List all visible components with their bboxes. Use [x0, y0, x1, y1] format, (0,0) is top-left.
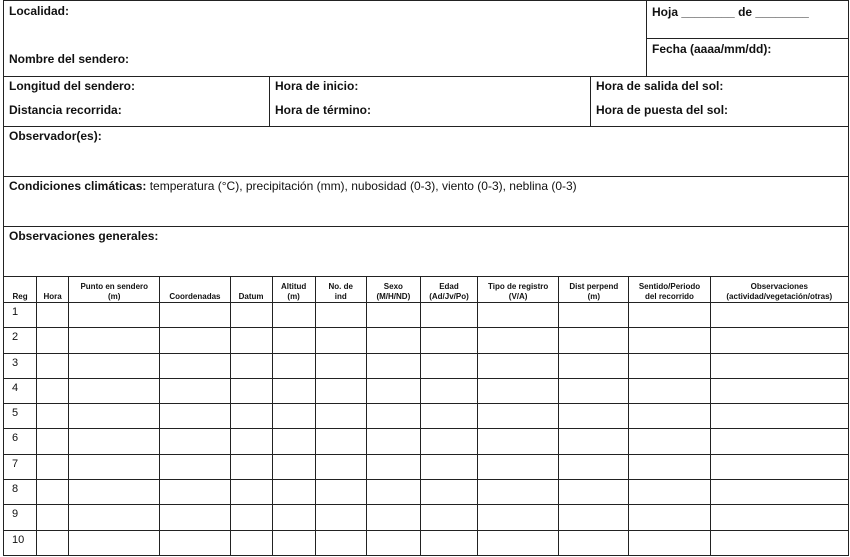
table-cell[interactable] [37, 429, 69, 454]
table-cell[interactable] [478, 505, 559, 530]
table-cell[interactable] [315, 353, 366, 378]
observadores-box[interactable] [3, 126, 849, 177]
table-cell[interactable] [315, 480, 366, 505]
table-row [4, 454, 849, 479]
table-cell[interactable] [69, 378, 160, 403]
table-cell[interactable] [315, 378, 366, 403]
reg-number-cell: 1 [4, 303, 37, 328]
table-cell[interactable] [69, 530, 160, 555]
table-cell[interactable] [710, 353, 848, 378]
records-table [3, 276, 849, 556]
table-cell[interactable] [710, 429, 848, 454]
table-row [4, 378, 849, 403]
table-cell[interactable] [629, 530, 710, 555]
table-cell[interactable] [230, 303, 272, 328]
reg-number-cell: 8 [4, 480, 37, 505]
table-row [4, 429, 849, 454]
col-edad: Edad (Ad/Jv/Po) [420, 277, 477, 303]
reg-number-cell: 4 [4, 378, 37, 403]
table-cell[interactable] [160, 378, 230, 403]
table-header-row [4, 277, 849, 303]
table-cell[interactable] [366, 530, 420, 555]
table-cell[interactable] [315, 505, 366, 530]
table-cell[interactable] [69, 328, 160, 353]
table-cell[interactable] [272, 328, 315, 353]
table-cell[interactable] [315, 303, 366, 328]
condiciones-title: Condiciones climáticas: [9, 179, 147, 193]
table-cell[interactable] [710, 505, 848, 530]
table-cell[interactable] [230, 429, 272, 454]
table-cell[interactable] [366, 404, 420, 429]
table-cell[interactable] [478, 530, 559, 555]
table-cell[interactable] [366, 429, 420, 454]
table-cell[interactable] [160, 429, 230, 454]
reg-number-cell: 6 [4, 429, 37, 454]
table-cell[interactable] [272, 378, 315, 403]
localidad-label: Localidad: [9, 4, 70, 18]
table-row [4, 530, 849, 555]
table-cell[interactable] [160, 530, 230, 555]
table-cell[interactable] [420, 404, 477, 429]
table-cell[interactable] [559, 303, 629, 328]
table-cell[interactable] [366, 328, 420, 353]
table-cell[interactable] [478, 328, 559, 353]
table-cell[interactable] [272, 480, 315, 505]
table-row [4, 353, 849, 378]
table-cell[interactable] [478, 378, 559, 403]
col-dist-perpend: Dist perpend (m) [559, 277, 629, 303]
reg-number-cell: 9 [4, 505, 37, 530]
table-cell[interactable] [420, 353, 477, 378]
table-cell[interactable] [69, 454, 160, 479]
table-cell[interactable] [272, 530, 315, 555]
table-cell[interactable] [366, 353, 420, 378]
table-cell[interactable] [230, 480, 272, 505]
table-cell[interactable] [230, 505, 272, 530]
table-cell[interactable] [272, 353, 315, 378]
table-row [4, 303, 849, 328]
table-cell[interactable] [160, 454, 230, 479]
fecha-label: Fecha (aaaa/mm/dd): [652, 42, 772, 56]
nombre-sendero-label: Nombre del sendero: [9, 52, 130, 66]
table-cell[interactable] [478, 480, 559, 505]
table-cell[interactable] [420, 378, 477, 403]
table-cell[interactable] [160, 303, 230, 328]
table-cell[interactable] [37, 480, 69, 505]
condiciones-label [9, 179, 577, 193]
table-row [4, 404, 849, 429]
table-cell[interactable] [272, 454, 315, 479]
hoja-label: Hoja ________ de ________ [652, 5, 809, 19]
table-cell[interactable] [629, 505, 710, 530]
table-cell[interactable] [420, 303, 477, 328]
table-cell[interactable] [272, 429, 315, 454]
table-cell[interactable] [160, 505, 230, 530]
table-cell[interactable] [478, 303, 559, 328]
table-cell[interactable] [272, 303, 315, 328]
table-row [4, 480, 849, 505]
table-cell[interactable] [69, 404, 160, 429]
condiciones-detail: temperatura (°C), precipitación (mm), nubosidad (0-3), viento (0-3), neblina (0-3) [146, 179, 577, 193]
table-cell[interactable] [69, 480, 160, 505]
reg-number-cell: 5 [4, 404, 37, 429]
table-cell[interactable] [478, 429, 559, 454]
table-cell[interactable] [160, 480, 230, 505]
table-cell[interactable] [420, 530, 477, 555]
table-cell[interactable] [559, 429, 629, 454]
table-cell[interactable] [629, 303, 710, 328]
table-cell[interactable] [559, 480, 629, 505]
table-row [4, 505, 849, 530]
table-cell[interactable] [478, 404, 559, 429]
table-cell[interactable] [420, 480, 477, 505]
table-cell[interactable] [315, 530, 366, 555]
table-cell[interactable] [559, 378, 629, 403]
table-cell[interactable] [272, 404, 315, 429]
col-sexo: Sexo (M/H/ND) [366, 277, 420, 303]
table-cell[interactable] [37, 378, 69, 403]
table-cell[interactable] [69, 353, 160, 378]
table-cell[interactable] [710, 454, 848, 479]
col-tipo-registro: Tipo de registro (V/A) [478, 277, 559, 303]
table-cell[interactable] [710, 530, 848, 555]
table-cell[interactable] [230, 530, 272, 555]
reg-number-cell: 7 [4, 454, 37, 479]
table-cell[interactable] [230, 378, 272, 403]
table-cell[interactable] [37, 303, 69, 328]
col-datum: Datum [230, 277, 272, 303]
table-cell[interactable] [37, 530, 69, 555]
col-reg: Reg [4, 277, 37, 303]
observadores-label: Observador(es): [9, 129, 102, 143]
table-cell[interactable] [37, 454, 69, 479]
table-cell[interactable] [559, 353, 629, 378]
table-cell[interactable] [420, 429, 477, 454]
col-no-ind: No. de ind [315, 277, 366, 303]
hora-termino-label: Hora de término: [275, 103, 372, 117]
table-cell[interactable] [230, 454, 272, 479]
table-cell[interactable] [710, 480, 848, 505]
table-cell[interactable] [559, 328, 629, 353]
table-cell[interactable] [629, 454, 710, 479]
table-cell[interactable] [629, 480, 710, 505]
table-cell[interactable] [69, 505, 160, 530]
distancia-label: Distancia recorrida: [9, 103, 122, 117]
table-cell[interactable] [710, 328, 848, 353]
longitud-label: Longitud del sendero: [9, 79, 135, 93]
table-cell[interactable] [559, 454, 629, 479]
table-cell[interactable] [710, 404, 848, 429]
table-cell[interactable] [315, 328, 366, 353]
puesta-sol-label: Hora de puesta del sol: [596, 103, 729, 117]
table-cell[interactable] [160, 404, 230, 429]
table-cell[interactable] [272, 505, 315, 530]
reg-number-cell: 3 [4, 353, 37, 378]
table-row [4, 328, 849, 353]
hora-inicio-label: Hora de inicio: [275, 79, 359, 93]
table-cell[interactable] [230, 404, 272, 429]
table-cell[interactable] [478, 353, 559, 378]
table-cell[interactable] [629, 429, 710, 454]
table-cell[interactable] [559, 404, 629, 429]
table-cell[interactable] [366, 378, 420, 403]
table-cell[interactable] [315, 454, 366, 479]
col-sentido-periodo: Sentido/Periodo del recorrido [629, 277, 710, 303]
table-cell[interactable] [478, 454, 559, 479]
table-cell[interactable] [69, 429, 160, 454]
table-cell[interactable] [629, 404, 710, 429]
table-cell[interactable] [37, 353, 69, 378]
table-cell[interactable] [37, 404, 69, 429]
table-cell[interactable] [559, 505, 629, 530]
table-cell[interactable] [230, 353, 272, 378]
table-cell[interactable] [629, 378, 710, 403]
table-cell[interactable] [37, 505, 69, 530]
col-hora: Hora [37, 277, 69, 303]
col-observaciones: Observaciones (actividad/vegetación/otras) [710, 277, 848, 303]
table-cell[interactable] [69, 303, 160, 328]
table-cell[interactable] [160, 353, 230, 378]
col-punto-sendero: Punto en sendero (m) [69, 277, 160, 303]
table-cell[interactable] [366, 303, 420, 328]
table-cell[interactable] [366, 480, 420, 505]
table-cell[interactable] [160, 328, 230, 353]
reg-number-cell: 10 [4, 530, 37, 555]
table-cell[interactable] [315, 404, 366, 429]
table-cell[interactable] [315, 429, 366, 454]
table-cell[interactable] [629, 353, 710, 378]
reg-number-cell: 2 [4, 328, 37, 353]
table-cell[interactable] [420, 328, 477, 353]
observaciones-generales-label: Observaciones generales: [9, 229, 159, 243]
table-cell[interactable] [37, 328, 69, 353]
table-cell[interactable] [230, 328, 272, 353]
table-cell[interactable] [366, 454, 420, 479]
col-coordenadas: Coordenadas [160, 277, 230, 303]
col-altitud: Altitud (m) [272, 277, 315, 303]
table-cell[interactable] [366, 505, 420, 530]
table-cell[interactable] [629, 328, 710, 353]
table-cell[interactable] [420, 505, 477, 530]
table-cell[interactable] [420, 454, 477, 479]
table-cell[interactable] [710, 303, 848, 328]
salida-sol-label: Hora de salida del sol: [596, 79, 724, 93]
table-cell[interactable] [710, 378, 848, 403]
table-cell[interactable] [559, 530, 629, 555]
